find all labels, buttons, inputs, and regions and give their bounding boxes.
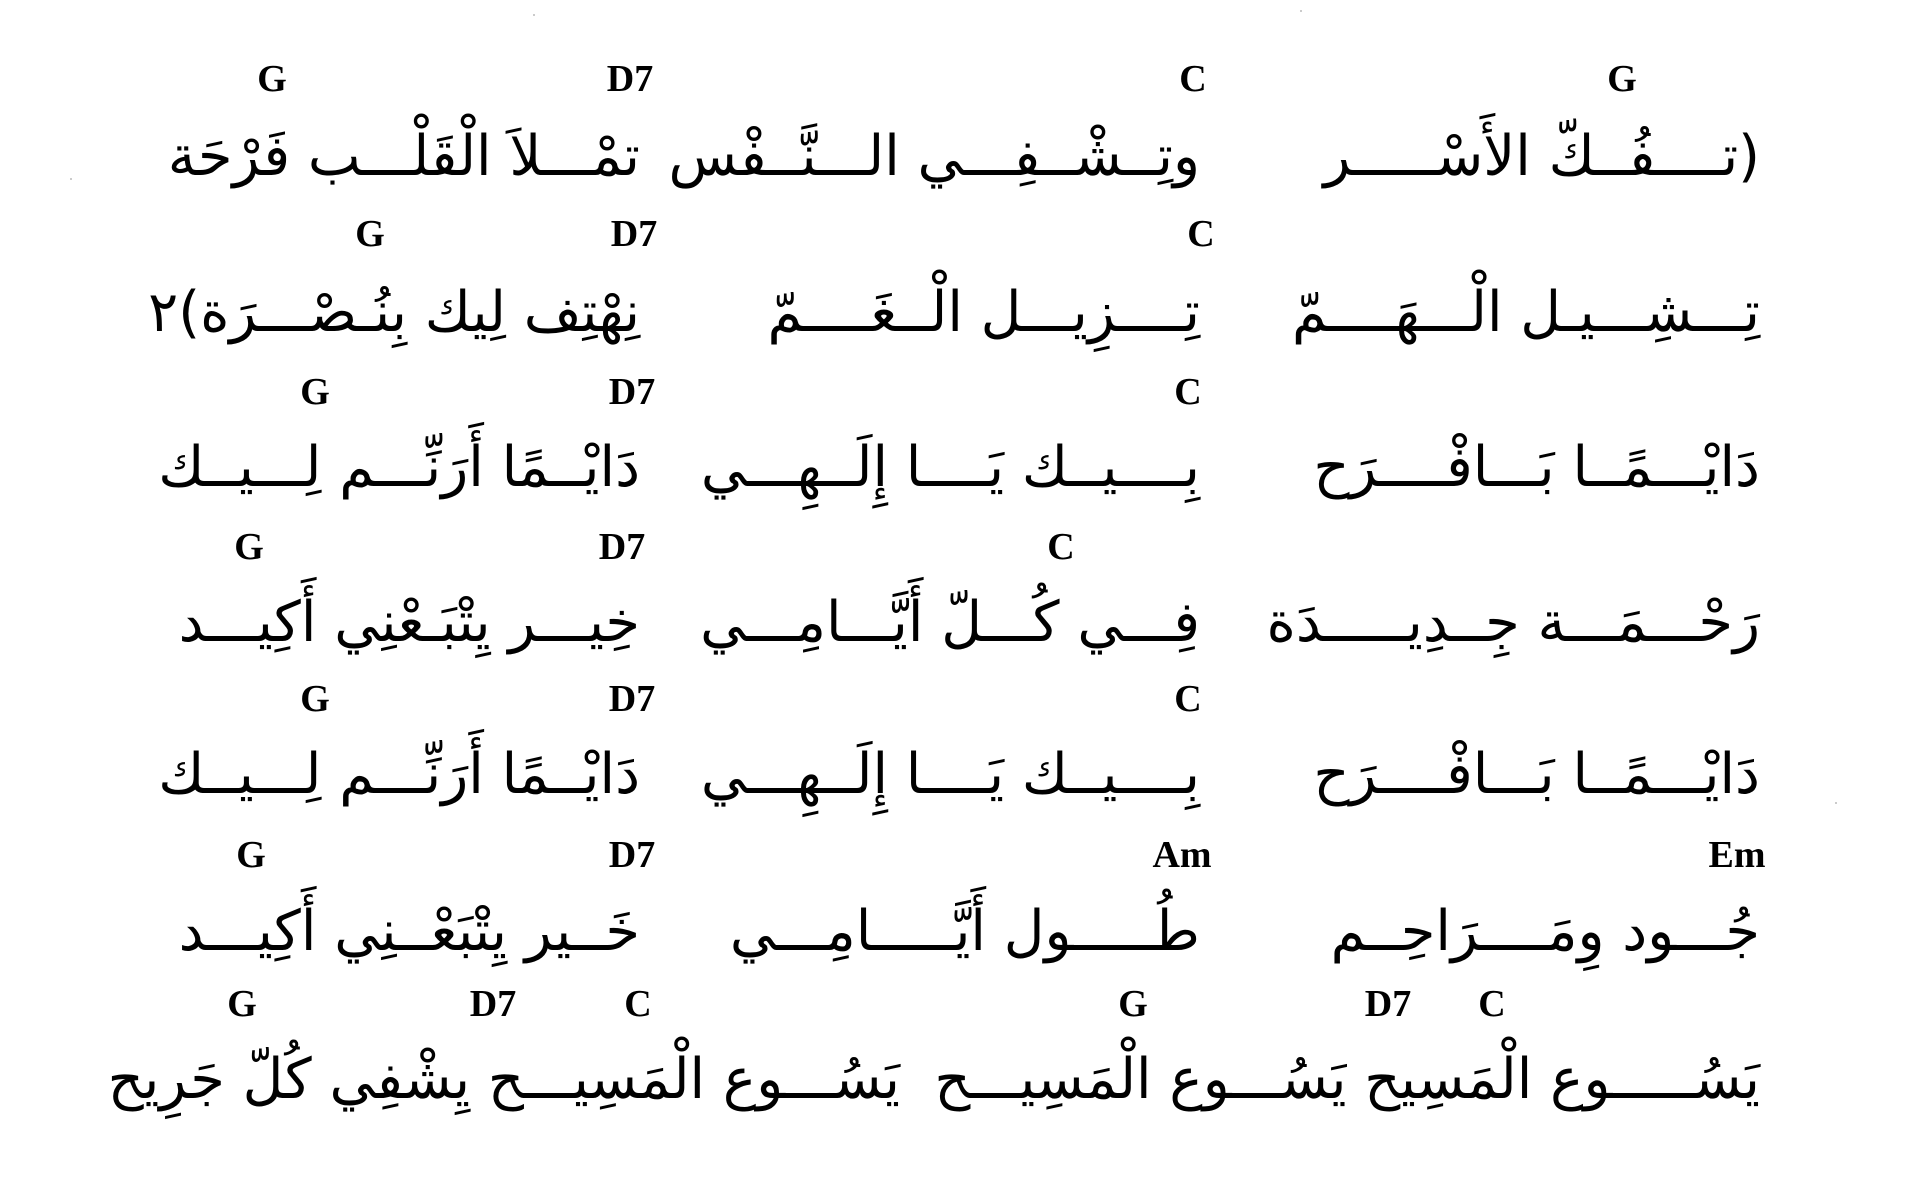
scan-speck	[1835, 802, 1837, 804]
lyric-segment: تِــــزِيـــل الْــغَــــمّ	[767, 280, 1200, 345]
lyric-segment: يَسُـــــوع الْمَسِيح يَسُـــوع الْمَسِيـــح	[934, 1047, 1760, 1112]
chord: C	[1047, 526, 1075, 568]
lyric-segment: وتِــشْــفِـــي الـــنَّــفْس	[668, 124, 1200, 189]
chord: D7	[608, 834, 656, 876]
lyric-segment: تمْـــلاَ الْقَلْـــب فَرْحَة	[167, 124, 640, 189]
lyric-segment: خِيـــر يِتْبَـعْنِي أَكِيـــد	[178, 590, 640, 655]
chord: G	[300, 371, 330, 413]
scan-speck	[533, 14, 535, 16]
chord: D7	[598, 526, 646, 568]
lyric-segment: خَــير يِتْبَعْــنِي أَكِيـــد	[178, 899, 640, 964]
lyric-segment: (تــــفُــكّ الأَسْـــــر	[1323, 124, 1760, 189]
chord: D7	[606, 58, 654, 100]
scan-speck	[1300, 10, 1302, 12]
chord: G	[355, 213, 385, 255]
chord: D7	[1364, 983, 1412, 1025]
chord: C	[624, 983, 652, 1025]
chord: D7	[608, 678, 656, 720]
chord: G	[227, 983, 257, 1025]
lyric-segment: دَايْـــمًــا بَـــافْــــرَح	[1313, 742, 1760, 807]
lyric-segment: بِــــيــك يَــــا إِلَــهِـــي	[700, 435, 1200, 500]
chord: C	[1478, 983, 1506, 1025]
lyric-segment: تِـــشِـــيـل الْـــهَــــمّ	[1291, 280, 1760, 345]
chord: G	[236, 834, 266, 876]
chord: C	[1174, 678, 1202, 720]
lyric-segment: بِــــيــك يَــــا إِلَــهِـــي	[700, 742, 1200, 807]
chord: Am	[1152, 834, 1212, 876]
chord: D7	[610, 213, 658, 255]
lyric-segment: نِهْتِف لِيك بِنُـصْـــرَة)٢	[148, 280, 640, 345]
lyric-segment: جُـــود وِمَــــرَاحِــم	[1330, 899, 1760, 964]
chord: G	[1118, 983, 1148, 1025]
chord: D7	[469, 983, 517, 1025]
lyric-segment: يَسُـــوع الْمَسِيـــح يِشْفِي كُلّ جَرِيح	[107, 1047, 900, 1112]
scan-speck	[70, 178, 72, 180]
lyric-segment: دَايْــمًا أَرَنِّـــم لِـــيــك	[158, 435, 640, 500]
lyric-segment: دَايْـــمًــا بَـــافْــــرَح	[1313, 435, 1760, 500]
chord: G	[1607, 58, 1637, 100]
lyric-segment: دَايْــمًا أَرَنِّـــم لِـــيــك	[158, 742, 640, 807]
chord: G	[300, 678, 330, 720]
chord: C	[1174, 371, 1202, 413]
chord: D7	[608, 371, 656, 413]
lyric-segment: طُـــــول أَيَّـــــامِـــي	[729, 899, 1200, 964]
lyric-segment: فِـــي كُـــلّ أَيَّـــامِـــي	[700, 590, 1200, 655]
chord: G	[234, 526, 264, 568]
chord: Em	[1708, 834, 1766, 876]
chord: C	[1179, 58, 1207, 100]
lyric-segment: رَحْـــمَـــة جِــدِيـــــدَة	[1266, 590, 1760, 655]
chord: C	[1187, 213, 1215, 255]
chord: G	[257, 58, 287, 100]
